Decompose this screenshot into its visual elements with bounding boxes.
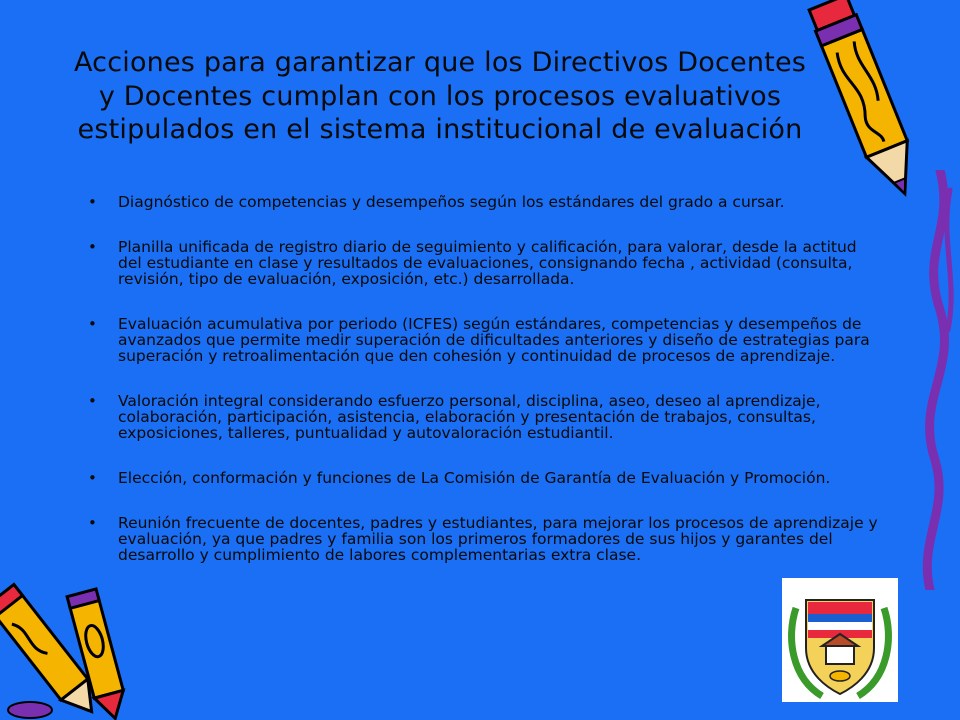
bullet-item <box>88 194 878 210</box>
bullet-item <box>88 515 878 563</box>
bullet-item <box>88 239 878 287</box>
bullet-text: Diagnóstico de competencias y desempeños según los estándares del grado a cursar. <box>118 193 785 211</box>
bullet-list <box>88 194 878 592</box>
bullet-text: Valoración integral considerando esfuerzo personal, disciplina, aseo, deseo al aprendizaje, colaboración, participación, asistencia, elaboración y presentación de trabajos, consultas, exposiciones, talleres, puntualidad y autovaloración estudiantil. <box>118 392 821 442</box>
bullet-dot: • <box>88 514 97 532</box>
school-crest-icon <box>782 578 898 702</box>
bullet-text: Planilla unificada de registro diario de seguimiento y calificación, para valorar, desde la actitud del estudiante en clase y resultados de evaluaciones, consignando fecha , actividad (consulta, revisión, tipo de evaluación, exposición, etc.) desarrollada. <box>118 238 857 288</box>
bullet-dot: • <box>88 238 97 256</box>
purple-squiggle-icon <box>900 170 960 590</box>
bullet-text: Evaluación acumulativa por periodo (ICFES) según estándares, competencias y desempeños de avanzados que permite medir superación de dificultades anteriores y diseño de estrategias para superación y retroalimentación que den cohesión y continuidad de procesos de aprendizaje. <box>118 315 870 365</box>
bullet-dot: • <box>88 469 97 487</box>
bullet-dot: • <box>88 315 97 333</box>
bullet-text: Elección, conformación y funciones de La Comisión de Garantía de Evaluación y Promoción. <box>118 469 831 487</box>
bullet-item <box>88 470 878 486</box>
bullet-dot: • <box>88 193 97 211</box>
bullet-item <box>88 316 878 364</box>
bullet-text: Reunión frecuente de docentes, padres y estudiantes, para mejorar los procesos de aprendizaje y evaluación, ya que padres y familia son los primeros formadores de sus hijos y garantes del desarrollo y cumplimiento de labores complementarias extra clase. <box>118 514 878 564</box>
school-crest-image <box>782 578 898 702</box>
bullet-dot: • <box>88 392 97 410</box>
slide-title: Acciones para garantizar que los Directivos Docentes y Docentes cumplan con los procesos evaluativos estipulados en el sistema institucional de evaluación <box>73 47 807 146</box>
bullet-item <box>88 393 878 441</box>
crayons-clipart-icon <box>0 560 150 720</box>
